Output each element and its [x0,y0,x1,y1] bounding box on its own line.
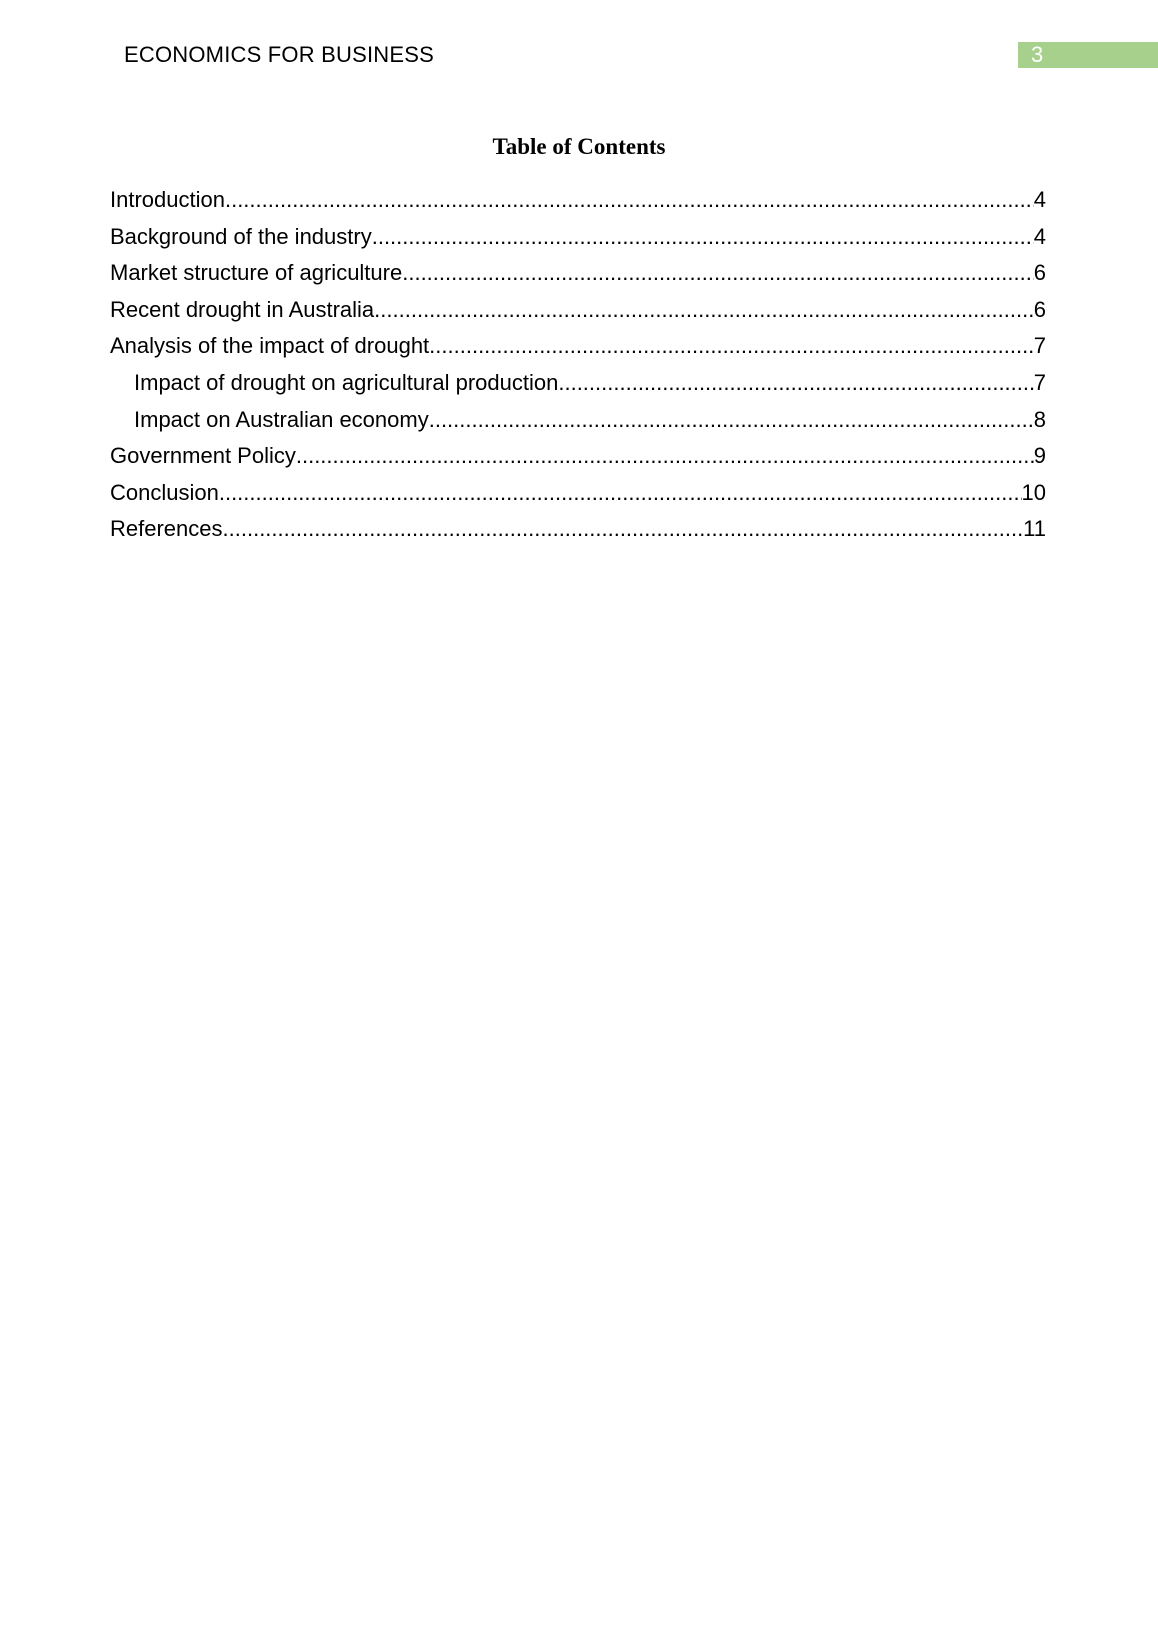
toc-dot-leader [374,296,1034,324]
toc-entry-background[interactable] [110,223,1046,260]
toc-entry-page: 10 [1021,479,1046,505]
toc-entry-introduction[interactable] [110,186,1046,223]
toc-entry-references[interactable] [110,515,1046,552]
toc-dot-leader [429,332,1034,360]
toc-dot-leader [402,259,1034,287]
page-number-badge: 3 [1018,42,1158,68]
toc-entry-title: Government Policy [110,443,296,469]
toc-entry-page: 8 [1033,406,1046,432]
toc-dot-leader [429,406,1034,434]
running-header-title: ECONOMICS FOR BUSINESS [124,42,434,67]
toc-entry-title: Impact of drought on agricultural production [134,369,559,395]
toc-entry-title: Background of the industry [110,223,372,249]
toc-entry-page: 6 [1033,260,1046,286]
toc-entry-page: 7 [1033,369,1046,395]
toc-entry-recent-drought[interactable] [110,296,1046,333]
toc-entry-page: 4 [1033,187,1046,212]
toc-entry-market-structure[interactable] [110,259,1046,296]
toc-dot-leader [225,186,1034,214]
toc-entry-title: Impact on Australian economy [134,406,429,432]
toc-entry-page: 11 [1023,516,1046,542]
toc-dot-leader [223,515,1024,543]
toc-entry-conclusion[interactable] [110,479,1046,516]
toc-entry-impact-economy[interactable] [110,406,1046,443]
toc-dot-leader [558,369,1033,397]
toc-entry-title: References [110,516,223,542]
toc-entry-page: 7 [1033,333,1046,359]
toc-dot-leader [219,479,1022,507]
table-of-contents [110,186,1046,552]
toc-entry-title: Recent drought in Australia [110,296,375,322]
toc-heading: Table of Contents [492,134,666,159]
toc-dot-leader [372,223,1034,251]
toc-entry-page: 6 [1033,296,1046,322]
toc-entry-government-policy[interactable] [110,442,1046,479]
toc-entry-title: Introduction [110,187,225,212]
toc-entry-impact-production[interactable] [110,369,1046,406]
toc-entry-page: 9 [1033,443,1046,469]
toc-entry-title: Market structure of agriculture [110,260,403,286]
toc-entry-page: 4 [1033,223,1046,249]
toc-dot-leader [296,442,1034,470]
toc-entry-analysis[interactable] [110,332,1046,369]
toc-entry-title: Analysis of the impact of drought [110,333,430,359]
toc-entry-title: Conclusion [110,479,219,505]
